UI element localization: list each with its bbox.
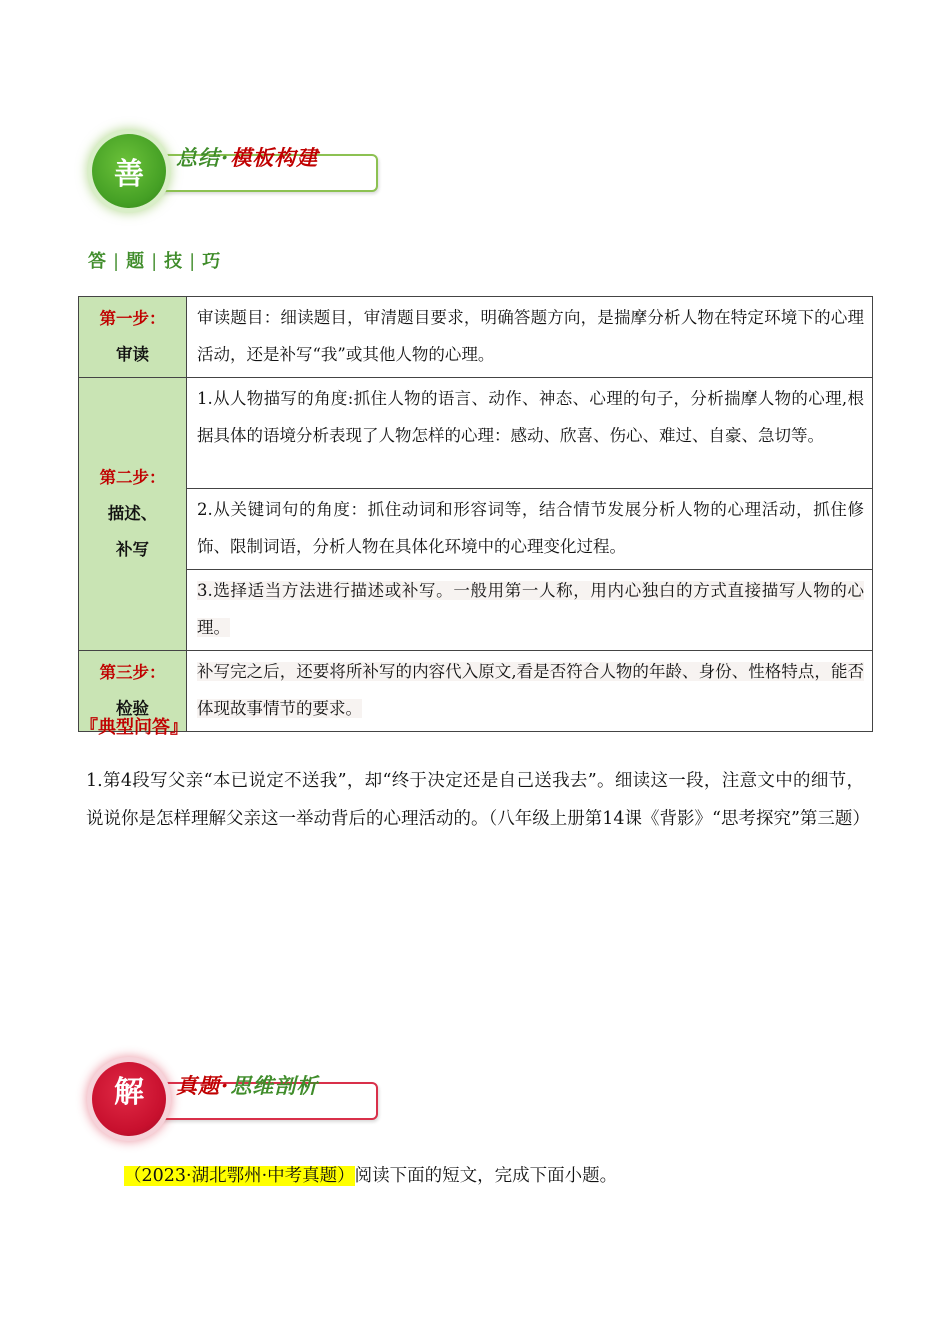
- title-part2: 模板构建: [230, 145, 319, 170]
- step1-cell: [79, 297, 187, 378]
- label-separator: |: [151, 251, 159, 272]
- step1-desc: 审读: [116, 345, 149, 364]
- label-char: 技: [164, 251, 184, 272]
- badge-char: 解: [114, 1075, 144, 1110]
- source-text: 阅读下面的短文，完成下面小题。: [354, 1166, 618, 1186]
- label-separator: |: [189, 251, 197, 272]
- table-row: [79, 570, 873, 651]
- step2-item3-text: 3.选择适当方法进行描述或补写。一般用第一人称，用内心独白的方式直接描写人物的心理。: [197, 581, 864, 637]
- typical-qa-title: 『典型问答』: [80, 717, 188, 738]
- steps-table: [78, 296, 873, 732]
- label-char: 巧: [202, 251, 222, 272]
- exam-title: [176, 1070, 318, 1100]
- summary-title: [176, 142, 318, 172]
- answer-tips-label: [88, 247, 221, 273]
- table-row: [79, 651, 873, 732]
- label-char: 题: [126, 251, 146, 272]
- step2-item1: 1.从人物描写的角度:抓住人物的语言、动作、神态、心理的句子，分析揣摩人物的心理,根据具体的语境分析表现了人物怎样的心理：感动、欣喜、伤心、难过、自豪、急切等。: [187, 378, 873, 489]
- summary-badge-icon: [92, 134, 166, 208]
- question-text: 1.第4段写父亲“本已说定不送我”，却“终于决定还是自己送我去”。细读这一段，注意文中的细节，说说你是怎样理解父亲这一举动背后的心理活动的。（八年级上册第14课《背影》“思考探究”第三题）: [86, 771, 870, 829]
- step1-content: 审读题目：细读题目，审清题目要求，明确答题方向，是揣摩分析人物在特定环境下的心理活动，还是补写“我”或其他人物的心理。: [187, 297, 873, 378]
- source-tag: （2023·湖北鄂州·中考真题）: [124, 1166, 355, 1186]
- step3-name: 第三步：: [99, 663, 166, 682]
- title-part2: 思维剖析: [230, 1073, 319, 1098]
- step2-item3: [187, 570, 873, 651]
- table-row: [79, 297, 873, 378]
- step3-content-text: 补写完之后，还要将所补写的内容代入原文,看是否符合人物的年龄、身份、性格特点，能否体现故事情节的要求。: [197, 662, 864, 718]
- step3-desc: 检验: [116, 699, 149, 718]
- label-char: 答: [88, 251, 107, 272]
- source-line: [124, 1162, 617, 1190]
- step2-desc: 描述、补写: [107, 504, 158, 559]
- title-sep: ·: [221, 1073, 230, 1098]
- table-row: [79, 489, 873, 570]
- exam-badge-icon: [92, 1062, 166, 1136]
- step3-content: [187, 651, 873, 732]
- title-part1: 总结: [176, 145, 220, 170]
- step2-name: 第二步：: [99, 468, 166, 487]
- step2-item2: 2.从关键词句的角度：抓住动词和形容词等，结合情节发展分析人物的心理活动，抓住修饰、限制词语，分析人物在具体化环境中的心理变化过程。: [187, 489, 873, 570]
- step1-name: 第一步：: [99, 309, 166, 328]
- title-part1: 真题: [176, 1073, 220, 1098]
- badge-char: 善: [114, 157, 144, 192]
- exam-section-header: [88, 1056, 388, 1146]
- label-separator: |: [113, 251, 121, 272]
- step2-cell: [79, 378, 187, 651]
- table-row: [79, 378, 873, 489]
- title-sep: ·: [221, 145, 230, 170]
- summary-section-header: [88, 128, 388, 218]
